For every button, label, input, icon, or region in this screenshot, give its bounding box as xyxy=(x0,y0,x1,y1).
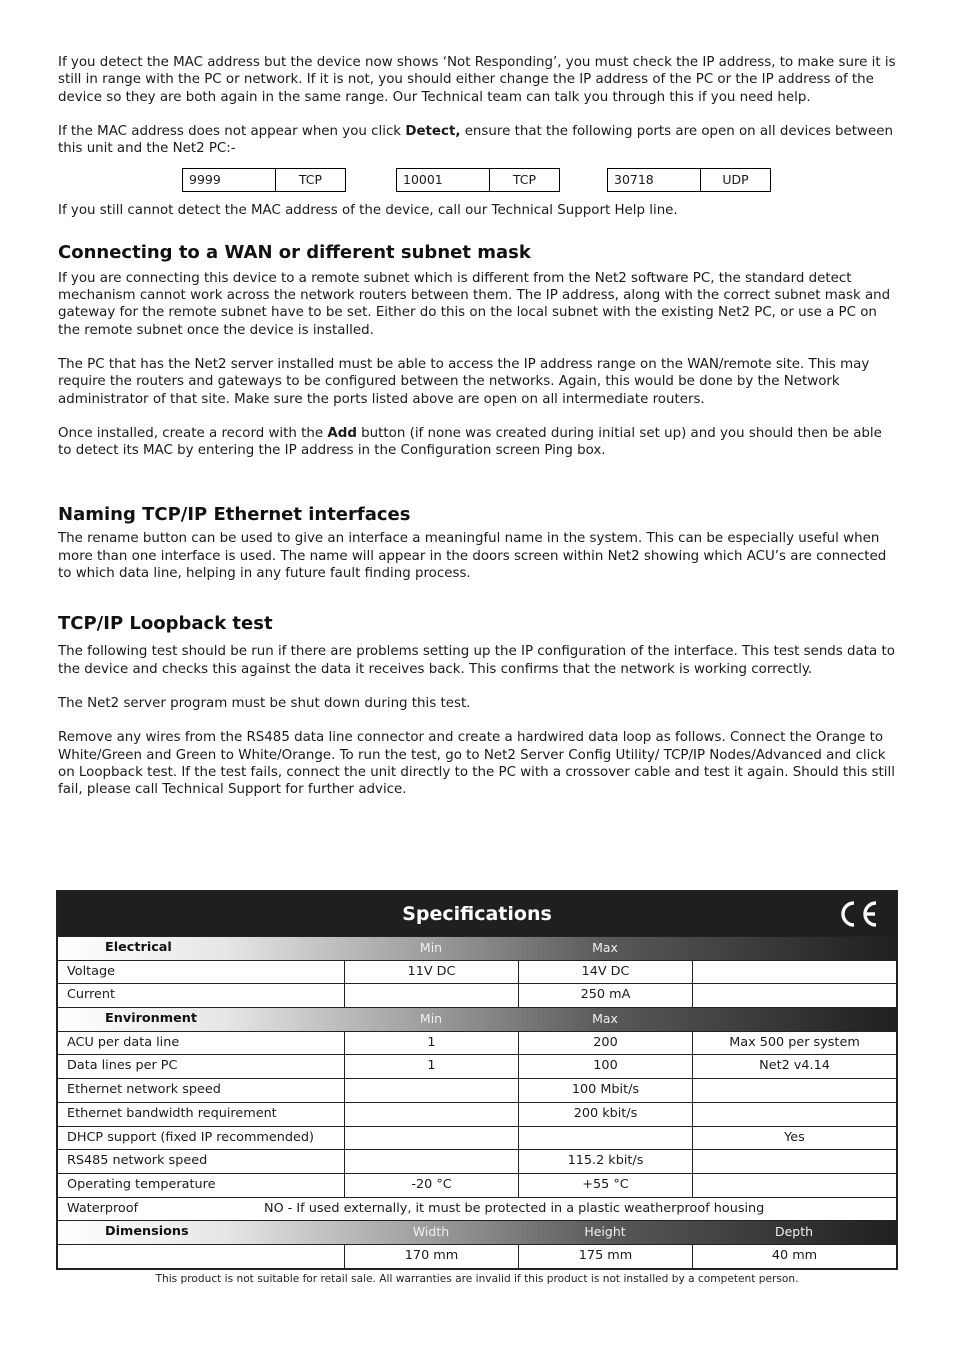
specifications-header xyxy=(58,892,896,936)
electrical-header-row xyxy=(58,936,896,960)
section-label: Dimensions xyxy=(105,1224,189,1240)
section-label: Electrical xyxy=(105,940,172,955)
intro-paragraph-1: If you detect the MAC address but the device now shows ‘Not Responding’, you must check the IP address, to make sure it is still in range with the PC or network. If it is not, you should either change the IP address of the PC or the IP address of the device so they are both again in the same range. Our Technical team can talk you through this if you need help. xyxy=(58,55,896,105)
port-protocol: TCP xyxy=(512,172,537,188)
table-row: Current 250 mA xyxy=(58,983,896,1007)
waterproof-row xyxy=(58,1197,896,1221)
table-row: Voltage 11V DC 14V DC xyxy=(58,960,896,984)
waterproof-value: NO - If used externally, it must be protected in a plastic weatherproof housing xyxy=(264,1200,765,1216)
specifications-table xyxy=(56,890,898,1270)
loopback-heading: TCP/IP Loopback test xyxy=(58,613,273,635)
ports-table xyxy=(58,168,898,192)
min-header: Min xyxy=(419,940,443,955)
naming-paragraph: The rename button can be used to give an interface a meaningful name in the system. This can be especially useful when more than one interface is used. The name will appear in the doors screen within Net2 showing which ACU’s are connected to which data line, helping in any future fault finding process. xyxy=(58,531,887,582)
table-row: RS485 network speed 115.2 kbit/s xyxy=(58,1149,896,1173)
wan-heading: Connecting to a WAN or different subnet mask xyxy=(58,241,531,263)
port-box-1 xyxy=(182,168,346,192)
footer-disclaimer: This product is not suitable for retail sale. All warranties are invalid if this product is not installed by a competent person. xyxy=(155,1273,799,1285)
table-row: Data lines per PC 1 100 Net2 v4.14 xyxy=(58,1054,896,1078)
section-label: Environment xyxy=(105,1011,198,1027)
max-header: Max xyxy=(592,1011,618,1027)
port-protocol: UDP xyxy=(722,172,749,188)
table-row: Operating temperature -20 °C +55 °C xyxy=(58,1173,896,1197)
waterproof-label: Waterproof xyxy=(67,1200,139,1216)
table-row: Ethernet bandwidth requirement 200 kbit/s xyxy=(58,1102,896,1126)
environment-header-row xyxy=(58,1007,896,1031)
table-row: Ethernet network speed 100 Mbit/s xyxy=(58,1078,896,1102)
dimensions-header-row xyxy=(58,1220,896,1244)
max-header: Max xyxy=(592,940,618,955)
detect-emphasis: Detect, xyxy=(405,123,461,139)
naming-heading: Naming TCP/IP Ethernet interfaces xyxy=(58,504,411,526)
specifications-title: Specifications xyxy=(402,903,552,925)
depth-header: Depth xyxy=(774,1224,814,1240)
table-row: ACU per data line 1 200 Max 500 per system xyxy=(58,1031,896,1055)
wan-paragraph-3: Once installed, create a record with the Add button (if none was created during initial set up) and you should then be able to detect its MAC by entering the IP address in the Configuration screen Ping box. xyxy=(58,425,882,459)
loopback-paragraph-2: The Net2 server program must be shut down during this test. xyxy=(58,695,471,711)
port-box-2 xyxy=(396,168,560,192)
table-row: DHCP support (fixed IP recommended) Yes xyxy=(58,1126,896,1150)
port-number: 9999 xyxy=(183,169,276,191)
intro-paragraph-2: If the MAC address does not appear when you click Detect, ensure that the following ports are open on all devices between this unit and the Net2 PC:- xyxy=(58,123,893,157)
table-row: 170 mm 175 mm 40 mm xyxy=(58,1244,896,1268)
port-number: 30718 xyxy=(608,169,701,191)
min-header: Min xyxy=(419,1011,443,1027)
intro-paragraph-3: If you still cannot detect the MAC address of the device, call our Technical Support Help line. xyxy=(58,203,678,219)
ce-mark-icon xyxy=(838,899,880,929)
loopback-paragraph-3: Remove any wires from the RS485 data line connector and create a hardwired data loop as follows. Connect the Orange to White/Green and Green to White/Orange. To run the test, go to Net2 Server Config Utility/ TCP/IP Nodes/Advanced and click on Loopback test. If the test fails, connect the unit directly to the PC with a crossover cable and test it again. Should this still fail, please call Technical Support for further advice. xyxy=(58,730,895,798)
page-content xyxy=(58,54,898,798)
port-number: 10001 xyxy=(397,169,490,191)
port-box-3 xyxy=(607,168,771,192)
port-protocol: TCP xyxy=(298,172,323,188)
wan-paragraph-1: If you are connecting this device to a remote subnet which is different from the Net2 software PC, the standard detect mechanism cannot work across the network routers between them. The IP address, along with the correct subnet mask and gateway for the remote subnet have to be set. Either do this on the local subnet with the existing Net2 PC, or use a PC on the remote subnet once the device is installed. xyxy=(58,270,891,338)
add-emphasis: Add xyxy=(327,425,357,441)
loopback-paragraph-1: The following test should be run if there are problems setting up the IP configuration of the interface. This test sends data to the device and checks this against the data it receives back. This confirms that the network is working correctly. xyxy=(58,644,895,677)
wan-paragraph-2: The PC that has the Net2 server installed must be able to access the IP address range on the WAN/remote site. This may require the routers and gateways to be configured between the networks. Again, this would be done by the Network administrator of that site. Make sure the ports listed above are open on all intermediate routers. xyxy=(58,356,870,407)
width-header: Width xyxy=(412,1224,450,1240)
height-header: Height xyxy=(584,1224,626,1240)
